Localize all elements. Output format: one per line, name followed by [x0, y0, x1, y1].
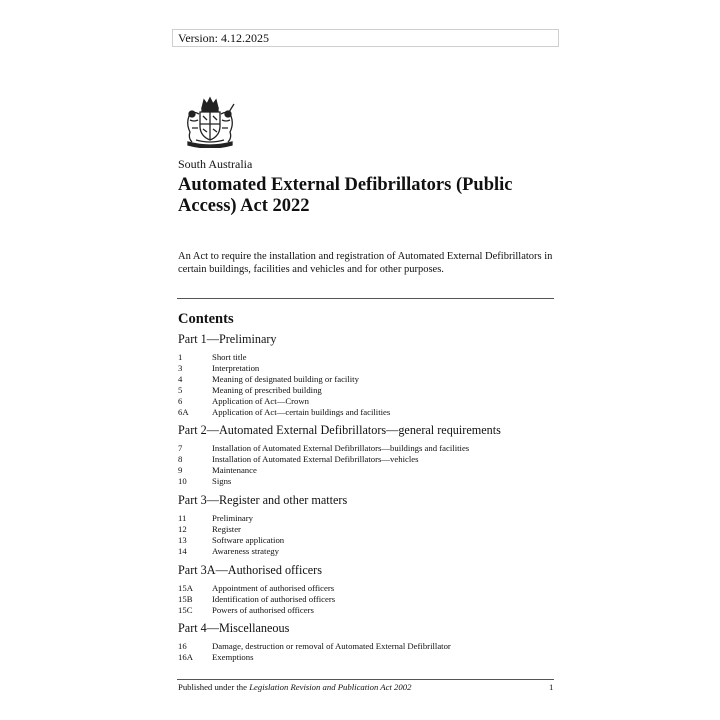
toc-part-3 — [178, 492, 558, 557]
divider — [177, 298, 554, 299]
toc-entry[interactable] — [178, 594, 558, 605]
toc-entry[interactable] — [178, 583, 558, 594]
footer-act-name: Legislation Revision and Publication Act 2002 — [249, 682, 412, 692]
toc-part-3a — [178, 562, 558, 616]
toc-entry[interactable] — [178, 407, 558, 418]
toc-entry[interactable] — [178, 374, 558, 385]
toc-entry-title: Short title — [212, 352, 247, 362]
toc-entry-number: 15B — [178, 593, 193, 604]
toc-entry[interactable] — [178, 396, 558, 407]
long-title: An Act to require the installation and registration of Automated External Defibrillators in certain buildings, facilities and vehicles and for other purposes. — [178, 251, 553, 275]
toc-entry-number: 3 — [178, 362, 183, 373]
version-label: Version: 4.12.2025 — [172, 29, 559, 47]
toc-entry[interactable] — [178, 352, 558, 363]
page-number: 1 — [549, 682, 554, 692]
toc-entry-number: 5 — [178, 384, 183, 395]
footer-publication-note — [178, 682, 411, 692]
toc-entry-title: Damage, destruction or removal of Automated External Defibrillator — [212, 641, 451, 652]
toc-part-heading[interactable]: Part 2—Automated External Defibrillators—general requirements — [178, 423, 501, 438]
toc-part-heading[interactable]: Part 4—Miscellaneous — [178, 621, 290, 636]
toc-entry-number: 11 — [178, 513, 187, 524]
toc-entry[interactable] — [178, 454, 558, 465]
toc-entry-number: 4 — [178, 373, 183, 384]
toc-entry-title: Preliminary — [212, 513, 254, 524]
toc-entry-title: Maintenance — [212, 465, 257, 476]
toc-entry[interactable] — [178, 363, 558, 374]
toc-entry-number: 13 — [178, 534, 187, 545]
coat-of-arms-icon — [180, 94, 240, 148]
toc-entry[interactable] — [178, 513, 558, 524]
toc-entry[interactable] — [178, 465, 558, 476]
toc-entry-title: Installation of Automated External Defibrillators—buildings and facilities — [212, 443, 470, 454]
toc-entry[interactable] — [178, 641, 558, 652]
toc-entry-title: Identification of authorised officers — [212, 593, 336, 604]
toc-part-heading[interactable]: Part 3—Register and other matters — [178, 493, 348, 508]
toc-entry-number: 6 — [178, 395, 183, 406]
toc-entry-number: 12 — [178, 523, 187, 534]
act-title: Automated External Defibrillators (Public Access) Act 2022 — [178, 175, 513, 216]
toc-entry[interactable] — [178, 605, 558, 616]
toc-entry-number: 10 — [178, 476, 187, 487]
toc-entry-title: Signs — [212, 476, 232, 487]
toc-entry-title: Application of Act—certain buildings and facilities — [212, 406, 391, 417]
toc-entry-title: Powers of authorised officers — [212, 604, 314, 615]
toc-entry[interactable] — [178, 524, 558, 535]
toc-entry-number: 8 — [178, 454, 183, 465]
toc-part-2 — [178, 422, 558, 487]
toc-entry-number: 15C — [178, 604, 193, 615]
toc-entry-title: Software application — [212, 534, 285, 545]
toc-part-4 — [178, 620, 558, 663]
toc-entry[interactable] — [178, 535, 558, 546]
toc-entry[interactable] — [178, 385, 558, 396]
jurisdiction-label: South Australia — [178, 157, 253, 171]
toc-entry[interactable] — [178, 443, 558, 454]
toc-entry-title: Meaning of designated building or facility — [212, 373, 359, 384]
toc-entry-title: Installation of Automated External Defibrillators—vehicles — [212, 454, 419, 465]
toc-entry-number: 7 — [178, 443, 183, 454]
toc-entry-number: 6A — [178, 406, 189, 417]
table-of-contents — [178, 331, 558, 668]
toc-entry-title: Meaning of prescribed building — [212, 384, 322, 395]
toc-entry-title: Application of Act—Crown — [212, 395, 309, 406]
toc-entry-title: Appointment of authorised officers — [212, 582, 335, 593]
footer-divider — [177, 679, 554, 680]
toc-entry-title: Interpretation — [212, 362, 260, 373]
footer-prefix: Published under the — [178, 682, 250, 692]
toc-entry[interactable] — [178, 652, 558, 663]
toc-entry-title: Exemptions — [212, 652, 254, 663]
toc-entry[interactable] — [178, 546, 558, 557]
toc-entry-number: 1 — [178, 352, 183, 362]
toc-entry-number: 15A — [178, 582, 193, 593]
contents-heading: Contents — [178, 311, 234, 327]
toc-entry-number: 16A — [178, 652, 193, 663]
toc-part-heading[interactable]: Part 1—Preliminary — [178, 332, 277, 346]
toc-part-heading[interactable]: Part 3A—Authorised officers — [178, 562, 322, 577]
toc-part-1 — [178, 331, 558, 417]
toc-entry-number: 9 — [178, 465, 183, 476]
toc-entry-title: Awareness strategy — [212, 545, 279, 556]
toc-entry[interactable] — [178, 476, 558, 487]
toc-entry-number: 14 — [178, 545, 187, 556]
toc-entry-title: Register — [212, 523, 241, 534]
toc-entry-number: 16 — [178, 641, 187, 652]
